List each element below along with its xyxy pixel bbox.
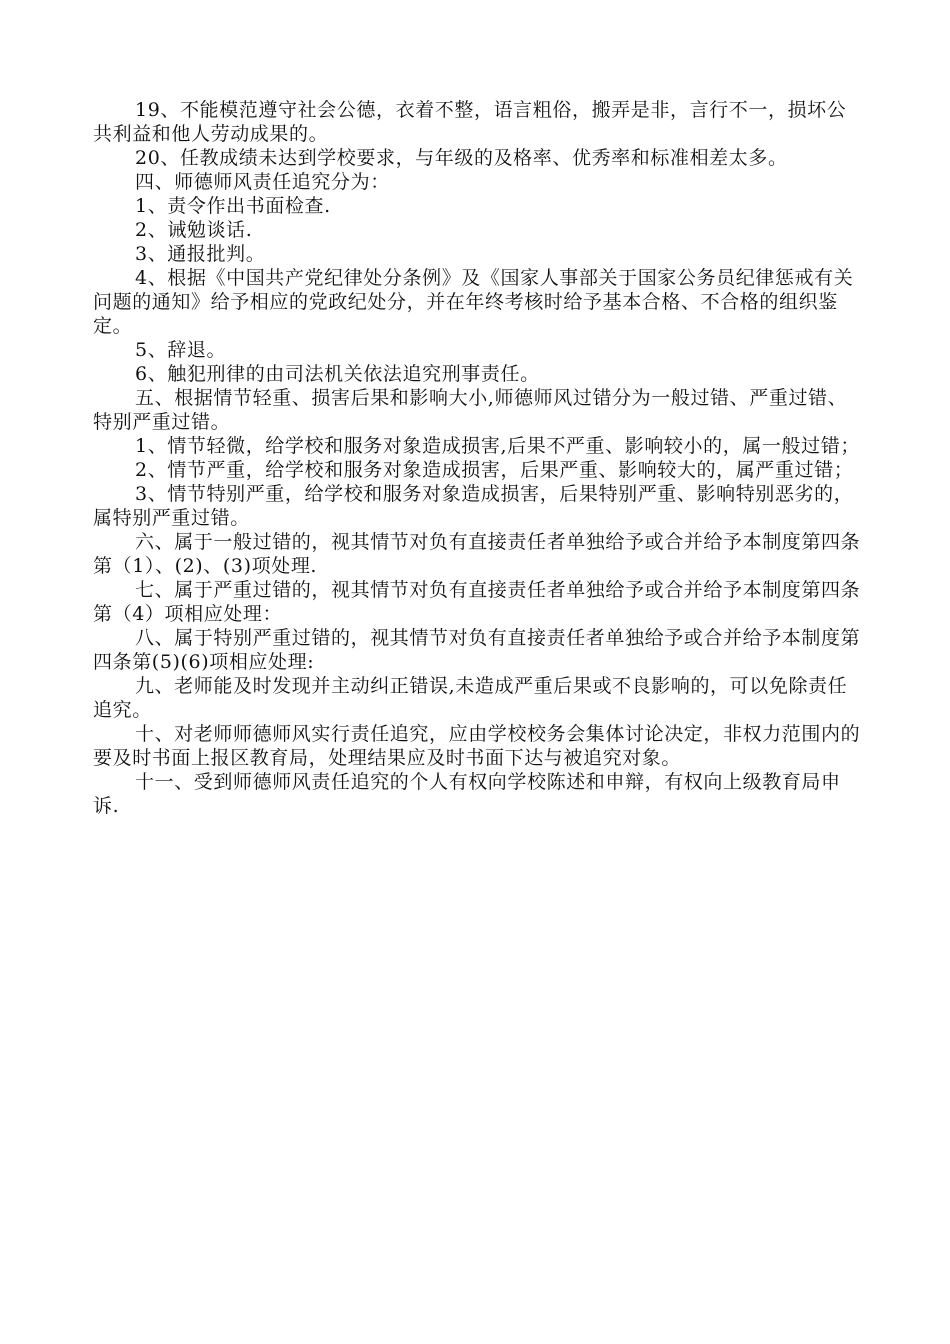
paragraph-item-19: 19、不能模范遵守社会公德，衣着不整，语言粗俗，搬弄是非，言行不一，损坏公共利益和他人劳动成果的。: [93, 99, 847, 145]
document-body: [93, 98, 863, 818]
section-heading-4: 四、师德师风责任追究分为：: [135, 171, 390, 193]
penalty-item-1: 1、责令作出书面检查.: [135, 195, 331, 217]
penalty-item-3: 3、通报批判。: [135, 243, 266, 265]
fault-level-item-2: 2、情节严重，给学校和服务对象造成损害，后果严重、影响较大的，属严重过错；: [135, 459, 854, 481]
penalty-item-2: 2、诫勉谈话.: [135, 219, 253, 241]
section-9: 九、老师能及时发现并主动纠正错误,未造成严重后果或不良影响的，可以免除责任追究。: [93, 675, 848, 721]
penalty-item-5: 5、辞退。: [135, 339, 227, 361]
paragraph-item-20: 20、任教成绩未达到学校要求，与年级的及格率、优秀率和标准相差太多。: [135, 147, 788, 169]
section-6: 六、属于一般过错的，视其情节对负有直接责任者单独给予或合并给予本制度第四条第（1）、(2)、(3)项处理.: [93, 531, 861, 577]
section-10: 十、对老师师德师风实行责任追究，应由学校校务会集体讨论决定，非权力范围内的要及时书面上报区教育局，处理结果应及时书面下达与被追究对象。: [93, 723, 861, 769]
section-8: 八、属于特别严重过错的，视其情节对负有直接责任者单独给予或合并给予本制度第四条第(5)(6)项相应处理:: [93, 627, 861, 673]
penalty-item-6: 6、触犯刑律的由司法机关依法追究刑事责任。: [135, 363, 540, 385]
fault-level-item-3: 3、情节特别严重，给学校和服务对象造成损害，后果特别严重、影响特别恶劣的，属特别严重过错。: [93, 483, 854, 529]
penalty-item-4: 4、根据《中国共产党纪律处分条例》及《国家人事部关于国家公务员纪律惩戒有关问题的通知》给予相应的党政纪处分，并在年终考核时给予基本合格、不合格的组织鉴定。: [93, 267, 854, 337]
section-7: 七、属于严重过错的，视其情节对负有直接责任者单独给予或合并给予本制度第四条第（4）项相应处理：: [93, 579, 861, 625]
fault-level-item-1: 1、情节轻微，给学校和服务对象造成损害,后果不严重、影响较小的，属一般过错；: [135, 435, 860, 457]
section-heading-5: 五、根据情节轻重、损害后果和影响大小,师德师风过错分为一般过错、严重过错、特别严重过错。: [93, 387, 848, 433]
section-11: 十一、受到师德师风责任追究的个人有权向学校陈述和申辩，有权向上级教育局申诉.: [93, 771, 841, 817]
